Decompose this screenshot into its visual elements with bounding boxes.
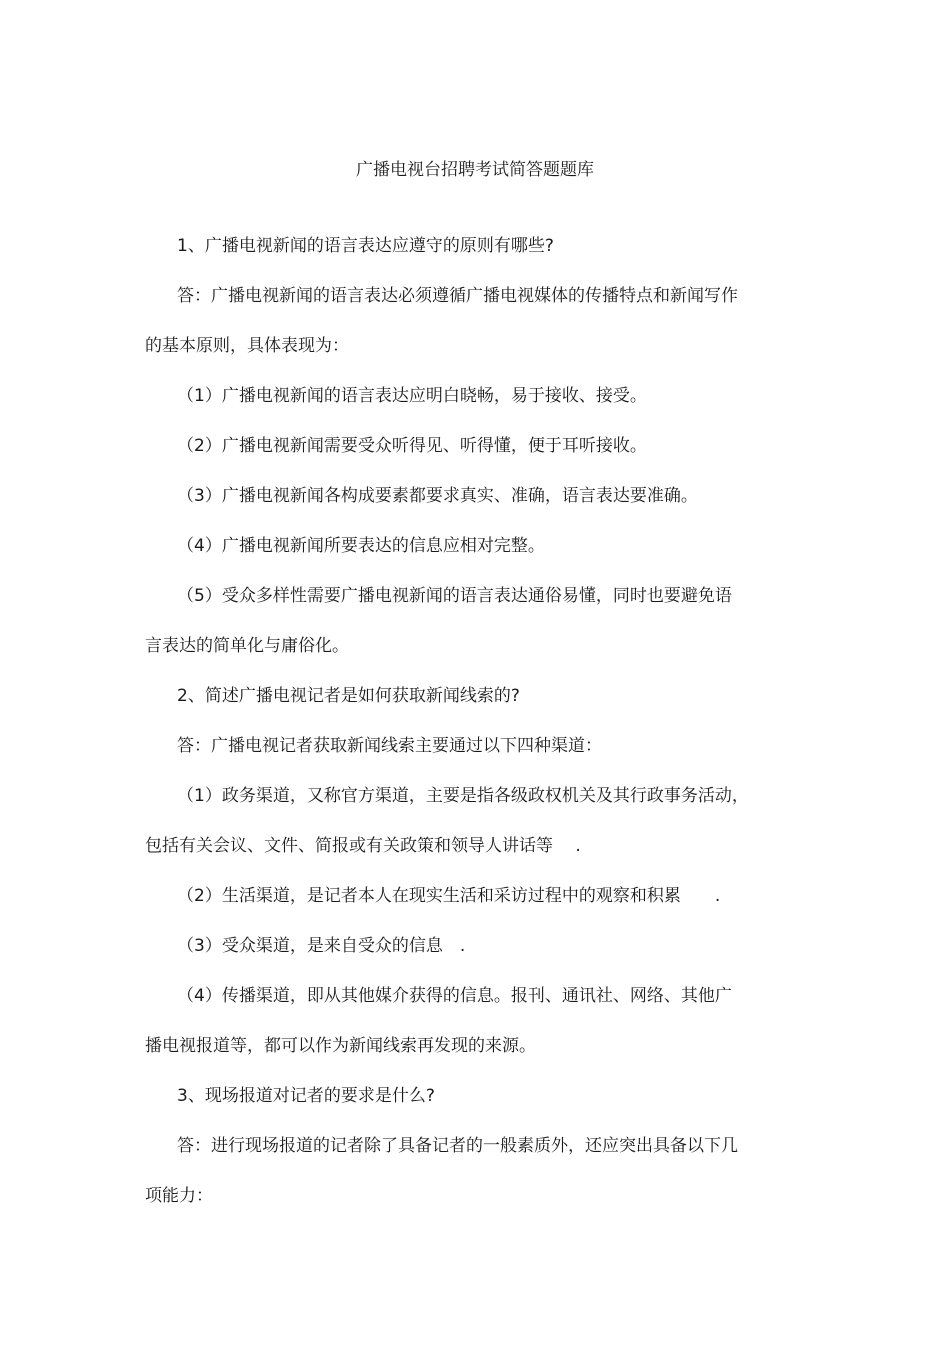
answer-2-point-1-cont: 包括有关会议、文件、简报或有关政策和领导人讲话等 . xyxy=(145,836,581,856)
answer-3-intro: 答：进行现场报道的记者除了具备记者的一般素质外，还应突出具备以下几 xyxy=(177,1136,738,1156)
question-1: 1、广播电视新闻的语言表达应遵守的原则有哪些? xyxy=(177,236,554,256)
answer-1-point-5: （5）受众多样性需要广播电视新闻的语言表达通俗易懂，同时也要避免语 xyxy=(177,586,732,606)
answer-1-intro-cont: 的基本原则，具体表现为： xyxy=(145,336,349,356)
answer-3-intro-cont: 项能力： xyxy=(145,1186,213,1206)
answer-1-point-3: （3）广播电视新闻各构成要素都要求真实、准确，语言表达要准确。 xyxy=(177,486,698,506)
answer-2-point-1: （1）政务渠道，又称官方渠道，主要是指各级政权机关及其行政事务活动， xyxy=(177,786,749,806)
answer-1-point-4: （4）广播电视新闻所要表达的信息应相对完整。 xyxy=(177,536,545,556)
question-2: 2、简述广播电视记者是如何获取新闻线索的? xyxy=(177,686,520,706)
question-3: 3、现场报道对记者的要求是什么? xyxy=(177,1086,435,1106)
answer-2-point-4-cont: 播电视报道等，都可以作为新闻线索再发现的来源。 xyxy=(145,1036,536,1056)
document-title: 广播电视台招聘考试简答题题库 xyxy=(356,160,594,180)
answer-1-point-5-cont: 言表达的简单化与庸俗化。 xyxy=(145,636,349,656)
answer-2-intro: 答：广播电视记者获取新闻线索主要通过以下四种渠道： xyxy=(177,736,602,756)
answer-2-point-2: （2）生活渠道，是记者本人在现实生活和采访过程中的观察和积累 . xyxy=(177,886,721,906)
answer-1-intro: 答：广播电视新闻的语言表达必须遵循广播电视媒体的传播特点和新闻写作 xyxy=(177,286,738,306)
answer-2-point-3: （3）受众渠道，是来自受众的信息 . xyxy=(177,936,466,956)
answer-1-point-2: （2）广播电视新闻需要受众听得见、听得懂，便于耳听接收。 xyxy=(177,436,647,456)
answer-2-point-4: （4）传播渠道，即从其他媒介获得的信息。报刊、通讯社、网络、其他广 xyxy=(177,986,732,1006)
answer-1-point-1: （1）广播电视新闻的语言表达应明白晓畅，易于接收、接受。 xyxy=(177,386,647,406)
